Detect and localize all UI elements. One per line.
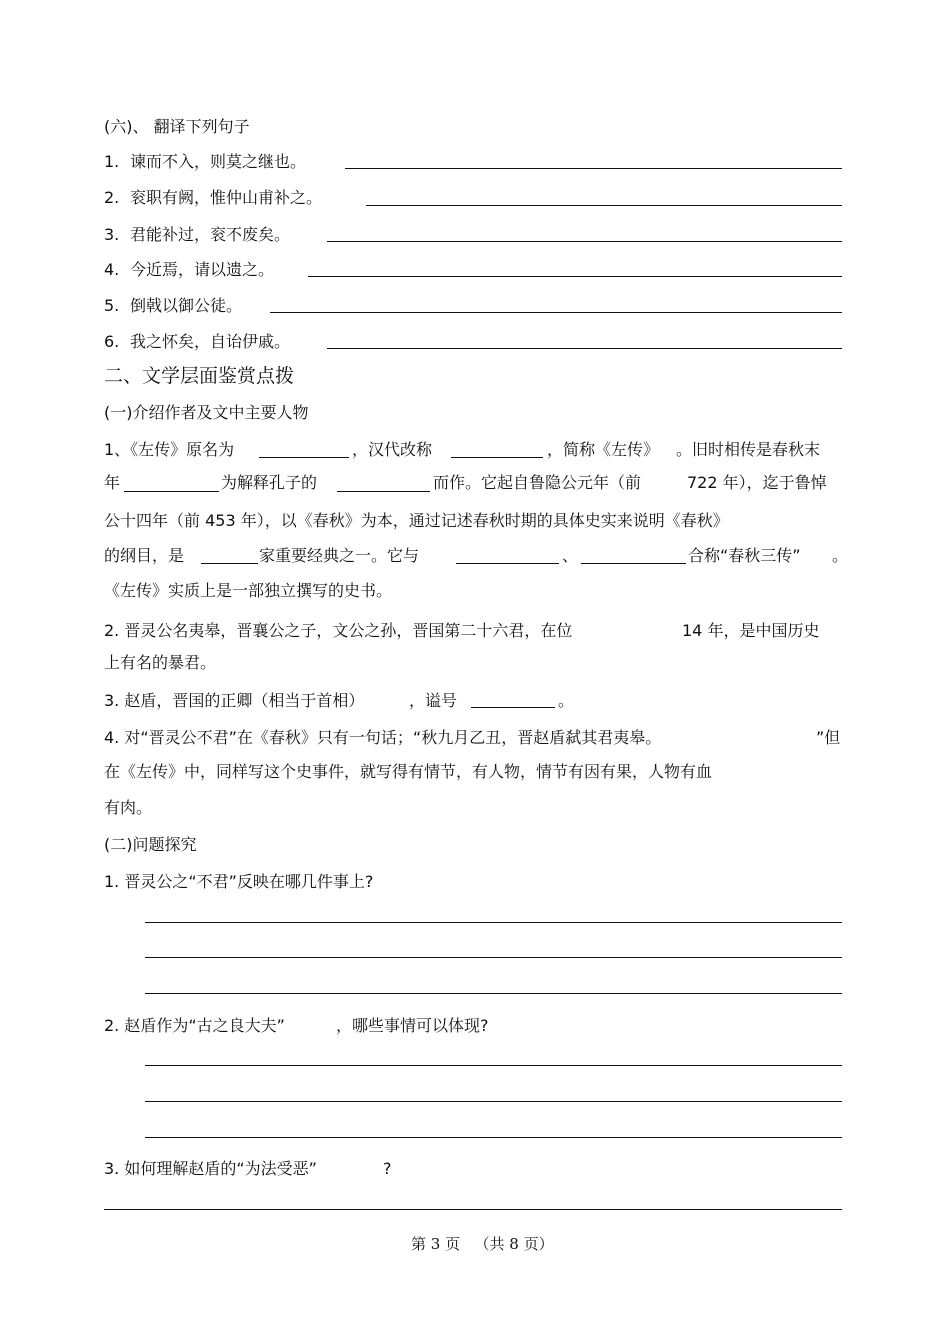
item-text: 我之怀矣，自诒伊戚。 — [130, 332, 291, 351]
question-2: 2. 赵盾作为“古之良大夫” — [104, 1016, 285, 1035]
answer-line[interactable] — [145, 922, 842, 923]
fill-blank[interactable] — [337, 491, 430, 492]
item-text: 君能补过，衮不废矣。 — [130, 225, 291, 244]
p4-text: 有肉。 — [104, 798, 153, 817]
footer-total-prefix: （共 — [474, 1235, 505, 1253]
fill-blank[interactable] — [259, 457, 349, 458]
footer-total-suffix: 页） — [523, 1235, 554, 1253]
p1-text: 家重要经典之一。它与 — [259, 546, 420, 565]
item-number: 3. — [104, 225, 120, 244]
p4-text: ”但 — [816, 728, 841, 747]
p1-text: 的纲目，是 — [104, 546, 185, 565]
p2-text: 2. 晋灵公名夷皋，晋襄公之子，文公之孙，晋国第二十六君，在位 — [104, 621, 573, 640]
fill-blank[interactable] — [456, 563, 559, 564]
section-heading-translate: (六)、 翻译下列句子 — [104, 117, 250, 136]
p4-text: 在《左传》中，同样写这个史事件，就写得有情节，有人物，情节有因有果，人物有血 — [104, 762, 713, 781]
p1-text: 而作。它起自鲁隐公元年（前 — [433, 473, 642, 492]
answer-line[interactable] — [327, 348, 842, 349]
part-heading: 二、文学层面鉴赏点拨 — [104, 365, 295, 387]
answer-line[interactable] — [327, 241, 842, 242]
item-text: 今近焉，请以遗之。 — [130, 260, 275, 279]
answer-line[interactable] — [308, 276, 842, 277]
answer-line[interactable] — [145, 993, 842, 994]
p1-text: 合称“春秋三传” — [688, 546, 801, 565]
page-footer — [411, 1233, 554, 1254]
p1-text: 《左传》实质上是一部独立撰写的史书。 — [104, 581, 393, 600]
p4-text: 4. 对“晋灵公不君”在《春秋》只有一句话；“秋九月乙丑，晋赵盾弑其君夷皋。 — [104, 728, 662, 747]
p1-text: 1、《左传》原名为 — [104, 440, 235, 459]
footer-page-label: 页 — [445, 1235, 461, 1253]
fill-blank[interactable] — [124, 491, 219, 492]
item-number: 4. — [104, 260, 120, 279]
p1-text: 为解释孔子的 — [221, 473, 318, 492]
p1-text: 公十四年（前 453 年），以《春秋》为本，通过记述春秋时期的具体史实来说明《春秋》 — [104, 511, 729, 530]
answer-line[interactable] — [145, 957, 842, 958]
p2-text: 上有名的暴君。 — [104, 653, 217, 672]
subheading-questions: (二)问题探究 — [104, 835, 197, 854]
answer-line[interactable] — [145, 1101, 842, 1102]
footer-total-pages: 8 — [509, 1235, 519, 1253]
fill-blank[interactable] — [451, 457, 543, 458]
item-text: 倒戟以御公徒。 — [130, 296, 243, 315]
footer-rule — [104, 1209, 842, 1210]
question-3: 3. 如何理解赵盾的“为法受恶” — [104, 1159, 317, 1178]
answer-line[interactable] — [145, 1065, 842, 1066]
p1-text: 。 — [832, 546, 849, 565]
subheading-intro: (一)介绍作者及文中主要人物 — [104, 403, 309, 422]
footer-page-number: 3 — [430, 1235, 441, 1253]
p1-text: 722 年），迄于鲁悼 — [687, 473, 827, 492]
p1-text: ，简称《左传》 — [547, 440, 660, 459]
question-3-mark: ? — [383, 1159, 392, 1178]
answer-line[interactable] — [366, 205, 842, 206]
question-2-rest: ，哪些事情可以体现? — [336, 1016, 489, 1035]
question-1: 1. 晋灵公之“不君”反映在哪几件事上? — [104, 872, 374, 891]
p1-text: 。旧时相传是春秋末 — [676, 440, 821, 459]
item-number: 2. — [104, 188, 120, 207]
item-number: 6. — [104, 332, 120, 351]
p3-text: 3. 赵盾，晋国的正卿（相当于首相） — [104, 691, 365, 710]
answer-line[interactable] — [145, 1137, 842, 1138]
fill-blank[interactable] — [201, 563, 258, 564]
footer-prefix: 第 — [411, 1235, 427, 1253]
item-number: 5. — [104, 296, 120, 315]
p2-text: 14 年，是中国历史 — [682, 621, 820, 640]
p3-text: ，谥号 — [409, 691, 458, 710]
item-number: 1. — [104, 152, 120, 171]
answer-line[interactable] — [270, 312, 842, 313]
p1-text: ，汉代改称 — [352, 440, 433, 459]
item-text: 谏而不入，则莫之继也。 — [130, 152, 307, 171]
item-text: 衮职有阙，惟仲山甫补之。 — [130, 188, 323, 207]
p3-text: 。 — [558, 691, 575, 710]
fill-blank[interactable] — [471, 707, 555, 708]
p1-text: 年 — [104, 473, 121, 492]
fill-blank[interactable] — [581, 563, 686, 564]
answer-line[interactable] — [345, 168, 842, 169]
p1-text: 、 — [562, 546, 579, 565]
